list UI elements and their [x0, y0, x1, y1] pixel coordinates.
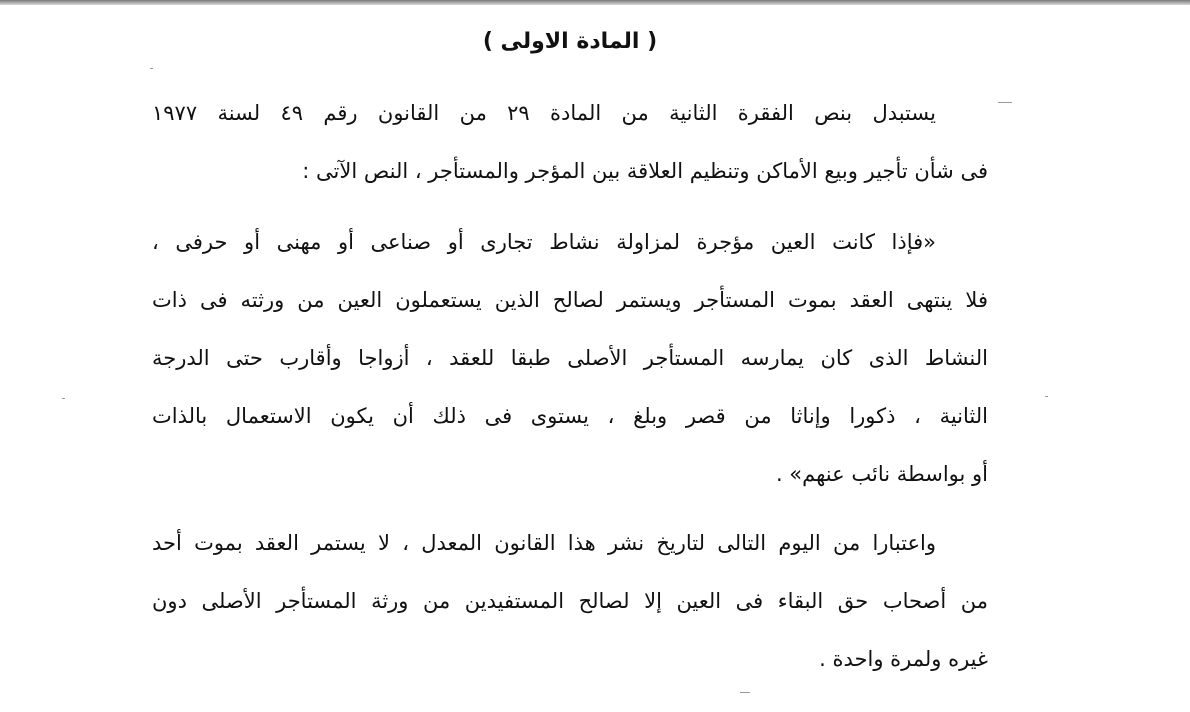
paragraph-line: «فإذا كانت العين مؤجرة لمزاولة نشاط تجارى أو صناعى أو مهنى أو حرفى ، [152, 230, 936, 254]
paragraph-1 [152, 84, 988, 200]
scan-mark [1045, 396, 1048, 397]
paragraph-line: فى شأن تأجير وبيع الأماكن وتنظيم العلاقة بين المؤجر والمستأجر ، النص الآتى : [302, 159, 988, 183]
paragraph-line: يستبدل بنص الفقرة الثانية من المادة ٢٩ من القانون رقم ٤٩ لسنة ١٩٧٧ [152, 101, 936, 125]
scan-mark [150, 68, 153, 69]
article-title: ( المادة الاولى ) [482, 29, 658, 54]
paragraph-line: الثانية ، ذكورا وإناثا من قصر وبلغ ، يستوى فى ذلك أن يكون الاستعمال بالذات [152, 404, 988, 428]
paragraph-3 [152, 514, 988, 688]
paragraph-line: من أصحاب حق البقاء فى العين إلا لصالح المستفيدين من ورثة المستأجر الأصلى دون [152, 589, 988, 613]
paragraph-line: واعتبارا من اليوم التالى لتاريخ نشر هذا القانون المعدل ، لا يستمر العقد بموت أحد [152, 531, 936, 555]
paragraph-line: فلا ينتهى العقد بموت المستأجر ويستمر لصالح الذين يستعملون العين من ورثته فى ذات [152, 288, 988, 312]
scan-mark [998, 102, 1012, 103]
paragraph-line: أو بواسطة نائب عنهم» . [775, 462, 988, 486]
paragraph-2 [152, 213, 988, 503]
scan-mark [740, 692, 750, 693]
paragraph-line: غيره ولمرة واحدة . [819, 647, 988, 671]
paragraph-line: النشاط الذى كان يمارسه المستأجر الأصلى طبقا للعقد ، أزواجا وأقارب حتى الدرجة [152, 346, 988, 370]
scan-mark [62, 398, 65, 399]
